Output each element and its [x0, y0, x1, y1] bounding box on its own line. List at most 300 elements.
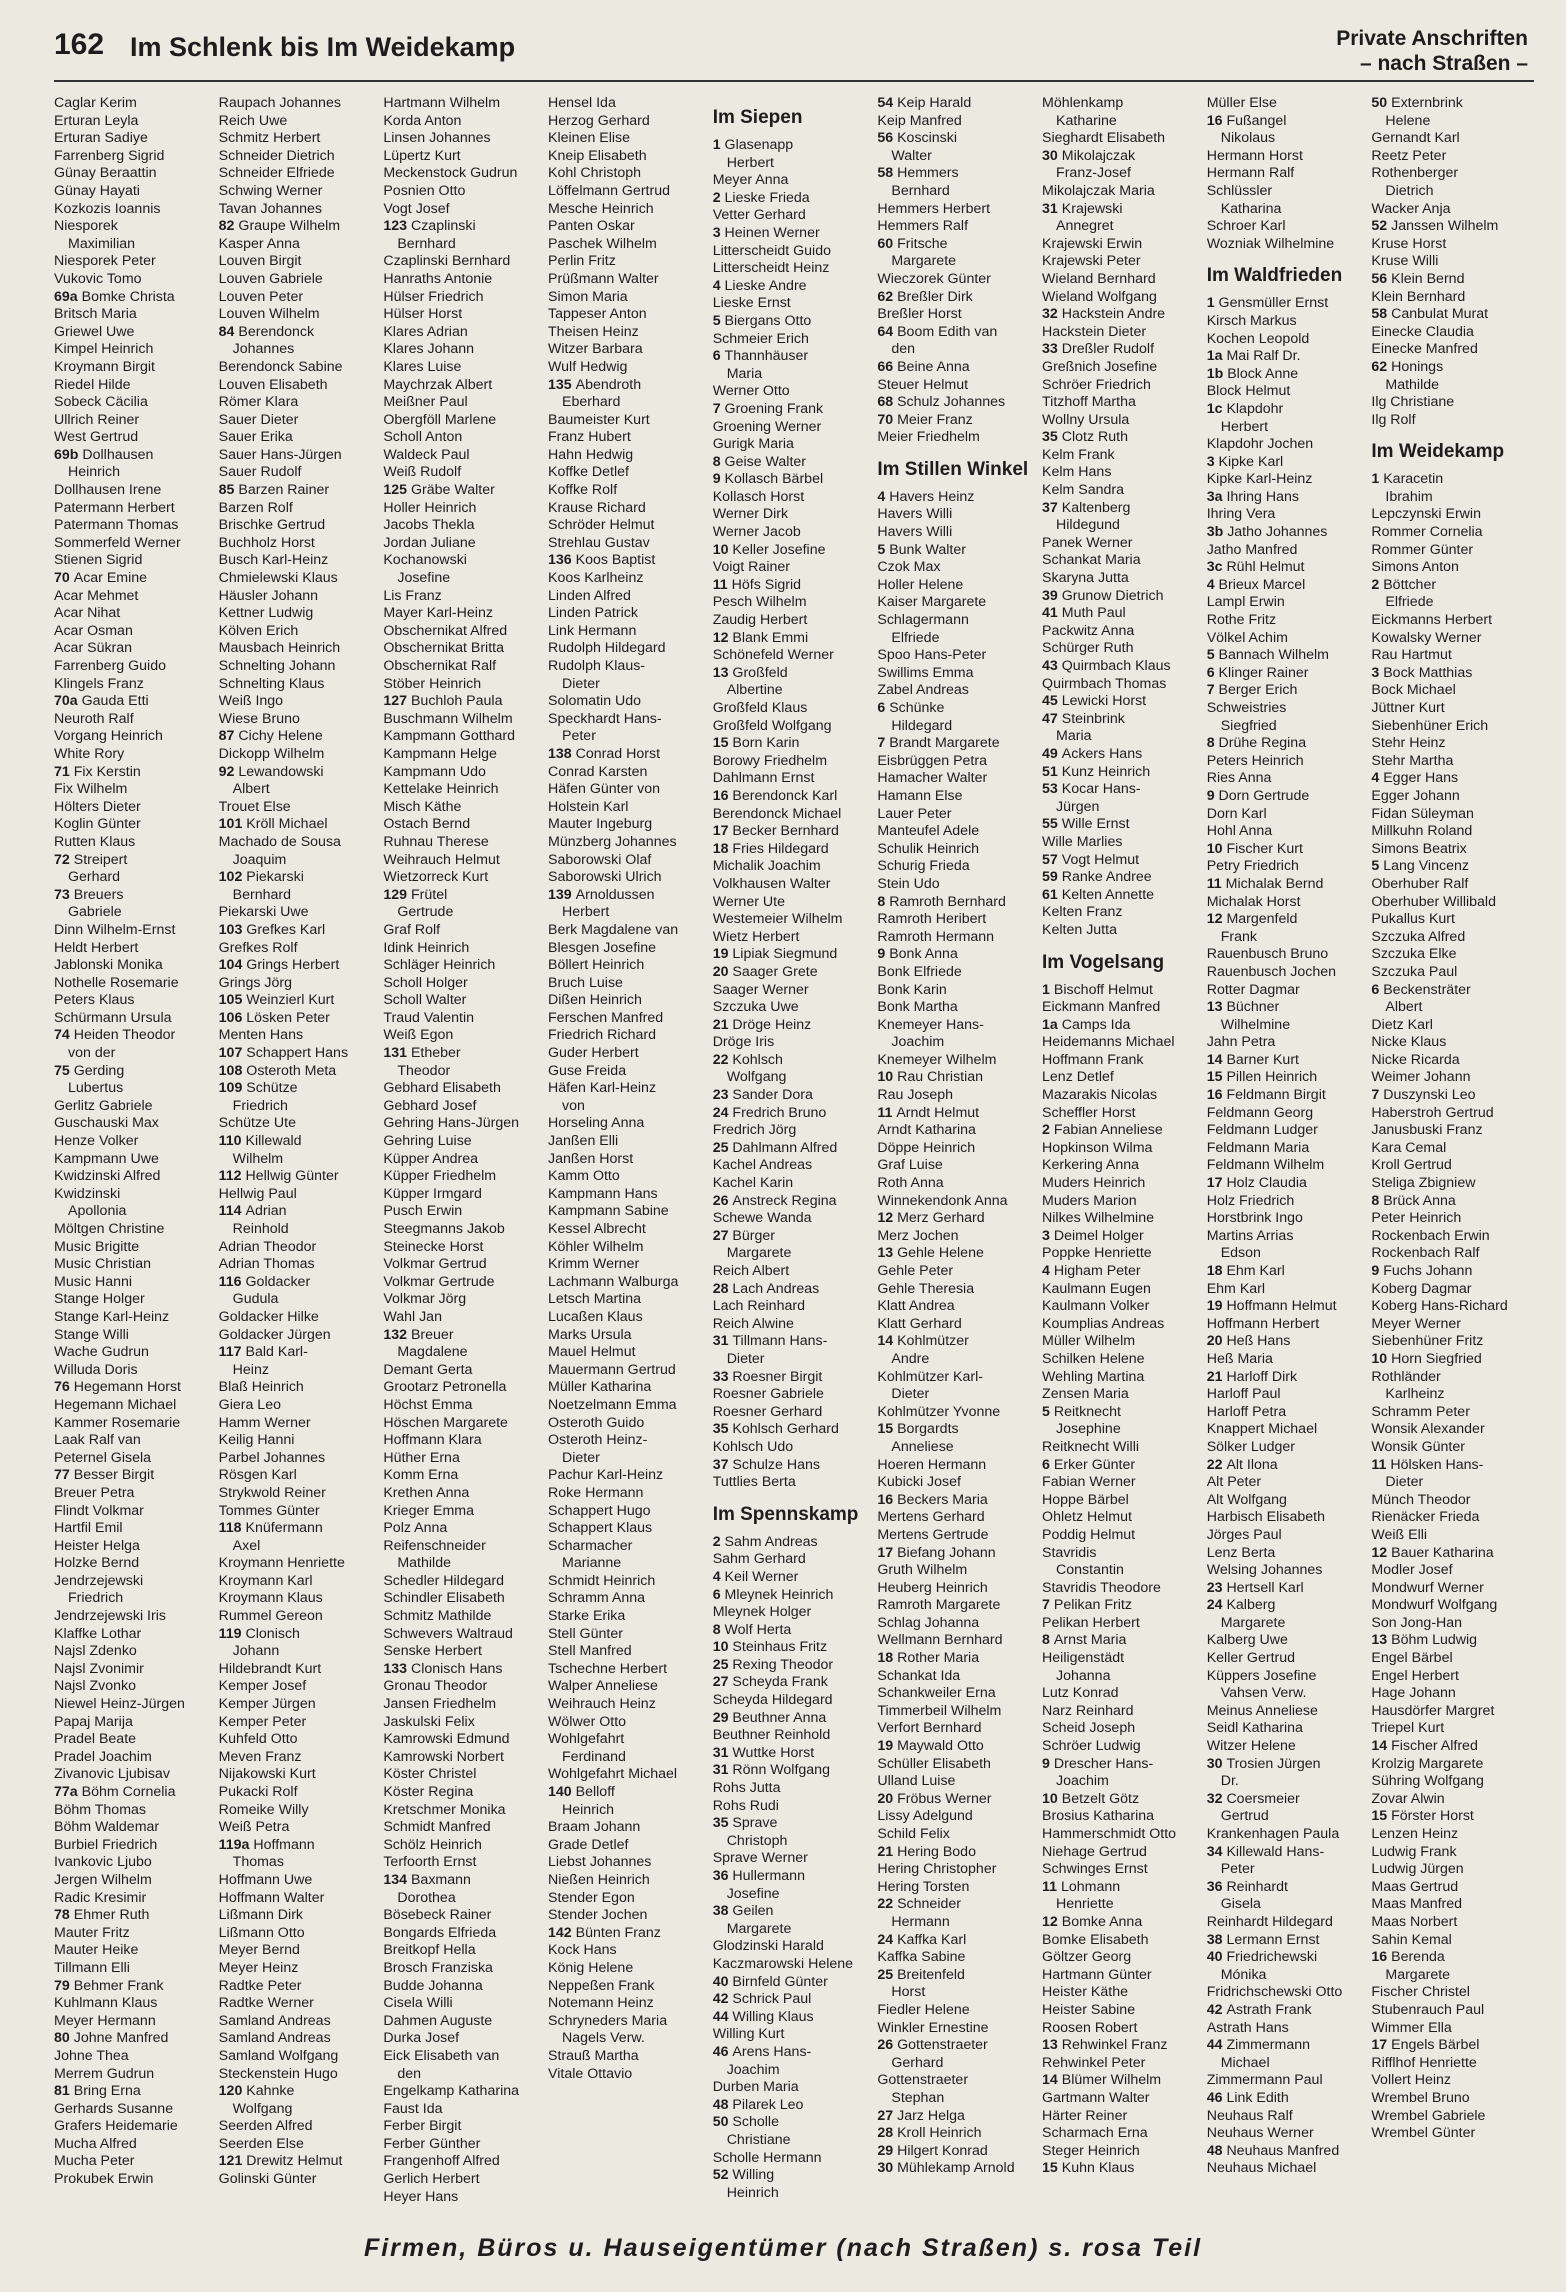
- resident-name: Harloff Dirk: [1226, 1368, 1298, 1385]
- directory-column: [54, 95, 219, 2225]
- resident-entry: Gehle Theresia: [877, 1280, 975, 1297]
- resident-entry: Wonsik Günter: [1371, 1438, 1465, 1455]
- resident-entry: Samland Wolfgang: [218, 2047, 339, 2064]
- house-number: 1b: [1206, 365, 1228, 382]
- resident-entry: [877, 2160, 1038, 2178]
- resident-name: Steinbrink: [1061, 710, 1125, 727]
- resident-entry: Caglar Kerim: [54, 95, 137, 111]
- resident-name: Klein Bernd: [1391, 270, 1465, 287]
- resident-entry: Schurig Frieda: [877, 858, 970, 875]
- resident-entry: Kuhlmann Klaus: [54, 1995, 158, 2012]
- house-number: 64: [877, 323, 898, 340]
- resident-entry-continuation: Johanna: [1056, 1667, 1111, 1684]
- resident-entry: Meyer Hermann: [54, 2012, 156, 2029]
- resident-entry: Krieger Emma: [383, 1502, 475, 1519]
- resident-entry: Schläger Heinrich: [383, 957, 496, 974]
- house-number: 118: [218, 1520, 246, 1537]
- resident-entry: [1042, 201, 1203, 219]
- resident-entry: Tuttlies Berta: [712, 1474, 796, 1491]
- resident-entry: Eickmann Manfred: [1042, 999, 1161, 1016]
- street-heading: Im Waldfrieden: [1206, 265, 1343, 287]
- resident-entry: Wacker Anja: [1371, 200, 1451, 217]
- resident-entry: [713, 630, 874, 648]
- house-number: 127: [383, 693, 411, 710]
- resident-entry: Schlagermann: [877, 612, 969, 629]
- resident-name: Hering Bodo: [897, 1843, 976, 1860]
- resident-entry: [1207, 1087, 1368, 1105]
- house-number: 28: [877, 2125, 898, 2142]
- resident-entry-continuation: Andre: [891, 1350, 930, 1367]
- resident-entry: Tappeser Anton: [548, 306, 647, 323]
- resident-entry: [1042, 306, 1203, 324]
- house-number: 9: [1206, 787, 1219, 804]
- resident-entry: Senske Herbert: [383, 1643, 482, 1660]
- resident-entry: Stienen Sigrid: [54, 552, 143, 569]
- resident-entry: Wohlgefahrt: [548, 1731, 625, 1748]
- house-number: 92: [218, 763, 239, 780]
- resident-entry: Gerlich Herbert: [383, 2171, 480, 2188]
- resident-entry: Kwidzinski: [54, 1185, 121, 1202]
- resident-entry: Beuthner Reinhold: [712, 1727, 831, 1744]
- resident-entry-continuation: von: [562, 1097, 585, 1114]
- resident-entry-continuation: Peter: [562, 728, 596, 745]
- resident-entry-continuation: Constantin: [1056, 1562, 1124, 1579]
- resident-name: Hullermann: [732, 1868, 805, 1884]
- resident-entry: Wiese Bruno: [218, 710, 300, 727]
- house-number: 105: [218, 992, 247, 1009]
- resident-entry: Zimmermann Paul: [1206, 2072, 1323, 2089]
- resident-entry: Michalik Joachim: [712, 858, 821, 875]
- resident-entry: [54, 1063, 215, 1081]
- resident-entry: Braam Johann: [548, 1819, 641, 1836]
- resident-entry: Rauenbusch Jochen: [1206, 963, 1337, 980]
- resident-name: Böhm Ludwig: [1391, 1632, 1478, 1649]
- house-number: 21: [712, 1016, 733, 1033]
- resident-entry: Traud Valentin: [383, 1009, 475, 1026]
- resident-entry: [1371, 1087, 1532, 1105]
- resident-entry: [383, 218, 544, 236]
- resident-name: Karacetin: [1383, 471, 1444, 488]
- resident-name: Maywald Otto: [897, 1738, 984, 1755]
- resident-entry-continuation: Gudula: [232, 1291, 279, 1308]
- resident-entry: Böhm Waldemar: [54, 1819, 160, 1836]
- resident-entry: Golinski Günter: [218, 2171, 317, 2188]
- house-number: 10: [712, 541, 733, 558]
- resident-entry: Jergen Wilhelm: [54, 1871, 152, 1888]
- house-number: 140: [548, 1784, 576, 1800]
- resident-entry: Oberhuber Ralf: [1371, 875, 1469, 892]
- resident-entry: Michalak Horst: [1206, 893, 1301, 910]
- resident-name: Fritsche: [897, 235, 948, 252]
- house-number: 5: [1206, 647, 1219, 664]
- resident-entry: Holstein Karl: [548, 798, 629, 815]
- resident-entry: Stender Egon: [548, 1889, 635, 1906]
- house-number: 1c: [1206, 400, 1227, 417]
- house-number: 62: [1371, 358, 1392, 375]
- resident-name: Wille Ernst: [1061, 816, 1130, 833]
- resident-entry: Ramroth Margarete: [877, 1597, 1001, 1614]
- house-number: 1: [1206, 295, 1219, 312]
- resident-entry: Graf Rolf: [383, 921, 441, 938]
- resident-entry-continuation: Dietrich: [1385, 182, 1434, 199]
- house-number: 70a: [54, 693, 82, 710]
- resident-entry-continuation: Gerhard: [891, 2054, 944, 2071]
- resident-entry-continuation: Anneliese: [891, 1438, 954, 1455]
- resident-entry: Vollert Heinz: [1371, 2072, 1452, 2089]
- house-number: 4: [712, 1568, 725, 1585]
- resident-entry: Mauermann Gertrud: [548, 1361, 676, 1378]
- resident-entry: Parbel Johannes: [218, 1449, 326, 1466]
- resident-entry: Goldacker Jürgen: [218, 1326, 331, 1343]
- resident-name: Berger Erich: [1218, 682, 1298, 699]
- resident-entry: Berendonck Michael: [712, 805, 842, 822]
- resident-name: Cichy Helene: [238, 728, 323, 745]
- resident-entry-continuation: Theodor: [397, 1062, 451, 1079]
- resident-entry: [713, 1228, 874, 1246]
- resident-entry: Schütze Ute: [218, 1115, 296, 1132]
- resident-entry: Münch Theodor: [1371, 1491, 1471, 1508]
- resident-entry: Swillims Emma: [877, 664, 974, 681]
- resident-entry: Koffke Rolf: [548, 482, 618, 499]
- resident-entry: Linden Alfred: [548, 587, 631, 604]
- resident-name: Beckensträter: [1383, 981, 1471, 998]
- resident-entry: Heiligenstädt: [1042, 1650, 1125, 1667]
- resident-name: Wolf Herta: [724, 1621, 792, 1638]
- resident-name: Acar Emine: [73, 570, 148, 587]
- resident-name: Schneider: [897, 1896, 961, 1913]
- resident-name: Frütel: [410, 886, 448, 903]
- resident-entry: Voigt Rainer: [712, 559, 790, 576]
- resident-name: Kelten Annette: [1061, 886, 1155, 903]
- resident-entry: Misch Käthe: [383, 798, 462, 815]
- resident-entry-continuation: Hermann: [891, 1913, 950, 1930]
- resident-entry: Klingels Franz: [54, 675, 144, 692]
- resident-entry: Werner Dirk: [712, 506, 789, 523]
- resident-entry: Korda Anton: [383, 112, 462, 129]
- resident-entry: Volkmar Jörg: [383, 1291, 467, 1308]
- resident-name: Michalak Bernd: [1225, 875, 1324, 892]
- resident-entry: Alt Wolfgang: [1206, 1491, 1287, 1508]
- resident-entry: Knemeyer Wilhelm: [877, 1051, 997, 1068]
- resident-name: Fußangel: [1226, 112, 1287, 129]
- resident-entry: Meyer Heinz: [218, 1959, 299, 1976]
- resident-entry: Idink Heinrich: [383, 939, 470, 956]
- house-number: 3: [1042, 1227, 1054, 1244]
- house-number: 114: [218, 1203, 246, 1220]
- house-number: 109: [218, 1080, 247, 1097]
- resident-entry: Mesche Heinrich: [548, 200, 654, 217]
- resident-entry: Mondwurf Werner: [1371, 1579, 1484, 1596]
- resident-entry: Chmielewski Klaus: [218, 570, 338, 587]
- resident-entry-continuation: Joachim: [1056, 1773, 1109, 1790]
- resident-name: Bünten Franz: [575, 1924, 661, 1941]
- resident-entry: Dahmen Auguste: [383, 2012, 493, 2029]
- resident-entry: [1042, 1228, 1203, 1246]
- resident-entry: [219, 1274, 380, 1292]
- resident-entry: Kroymann Karl: [218, 1572, 313, 1589]
- resident-entry: Köhler Wilhelm: [548, 1238, 644, 1255]
- resident-entry: Mauter Ingeburg: [548, 816, 653, 833]
- resident-entry: Küppers Josefine: [1206, 1667, 1317, 1684]
- house-number: 2: [1371, 576, 1384, 593]
- resident-entry: Hoffmann Herbert: [1206, 1315, 1320, 1332]
- resident-entry: Fischer Christel: [1371, 1984, 1470, 2001]
- resident-entry: Wietzorreck Kurt: [383, 869, 489, 886]
- house-number: 15: [1042, 2160, 1062, 2177]
- resident-entry-continuation: Heinz: [232, 1361, 269, 1378]
- resident-name: Arens Hans-: [732, 2043, 812, 2060]
- house-number: 34: [1206, 1843, 1227, 1860]
- resident-entry: Ferber Günther: [383, 2135, 481, 2152]
- resident-entry: Stavridis Theodore: [1042, 1579, 1161, 1596]
- resident-entry: Hanraths Antonie: [383, 270, 493, 287]
- resident-entry: [1207, 113, 1368, 131]
- resident-entry: [713, 1421, 874, 1439]
- resident-entry: [1207, 348, 1368, 366]
- resident-name: Coersmeier: [1226, 1790, 1300, 1807]
- house-number: 110: [218, 1133, 246, 1150]
- resident-entry: [877, 1069, 1038, 1087]
- resident-name: Schulz Johannes: [897, 394, 1006, 411]
- resident-entry: Horseling Anna: [548, 1115, 645, 1132]
- resident-name: Kohlsch: [732, 1051, 783, 1068]
- house-number: 15: [1206, 1069, 1227, 1086]
- resident-entry: [1042, 1122, 1203, 1140]
- resident-entry: Zabel Andreas: [877, 682, 969, 699]
- resident-entry: Lißmann Dirk: [218, 1907, 304, 1924]
- resident-entry-continuation: Reinhold: [232, 1221, 289, 1237]
- house-number: 13: [1206, 999, 1227, 1016]
- resident-name: Higham Peter: [1053, 1263, 1141, 1279]
- resident-entry: [219, 957, 380, 975]
- resident-entry: Sauer Dieter: [218, 411, 299, 428]
- resident-entry: [1371, 2037, 1532, 2055]
- resident-entry-continuation: Dieter: [562, 1449, 600, 1466]
- resident-entry: [877, 2108, 1038, 2126]
- resident-entry-continuation: Herbert: [562, 904, 610, 921]
- resident-entry: Böhm Thomas: [54, 1801, 146, 1818]
- resident-entry: [713, 1815, 874, 1833]
- resident-entry: [1042, 1263, 1203, 1281]
- resident-entry: [54, 1027, 215, 1045]
- resident-name: Lösken Peter: [246, 1009, 330, 1026]
- house-number: 12: [1371, 1544, 1392, 1561]
- resident-entry: Budde Johanna: [383, 1977, 483, 1994]
- resident-entry: Hopkinson Wilma: [1042, 1139, 1153, 1156]
- resident-name: Ackers Hans: [1061, 745, 1143, 762]
- house-number: 35: [712, 1421, 733, 1438]
- house-number: 21: [1206, 1368, 1227, 1385]
- resident-entry: Schindler Elisabeth: [383, 1590, 505, 1607]
- resident-name: Streipert: [73, 851, 128, 868]
- resident-entry: Grootarz Petronella: [383, 1379, 507, 1396]
- resident-entry: Bruch Luise: [548, 974, 623, 991]
- resident-entry: Witzer Barbara: [548, 341, 643, 358]
- resident-entry: Weimer Johann: [1371, 1069, 1471, 1086]
- resident-entry: [54, 570, 215, 588]
- house-number: 16: [1371, 1949, 1392, 1966]
- resident-entry: Maychrzak Albert: [383, 376, 493, 393]
- resident-entry: Meinus Anneliese: [1206, 1702, 1318, 1719]
- resident-entry: Schölz Heinrich: [383, 1836, 482, 1853]
- house-number: 4: [1042, 1263, 1054, 1279]
- resident-entry: Fredrich Jörg: [712, 1122, 797, 1139]
- resident-entry: Werner Jacob: [712, 524, 801, 541]
- resident-entry: Möhlenkamp: [1042, 95, 1124, 111]
- resident-entry: Heldt Herbert: [54, 939, 139, 956]
- resident-entry: Häusler Johann: [218, 587, 319, 604]
- resident-entry: Kampmann Hans: [548, 1185, 658, 1202]
- resident-name: Ranke Andree: [1061, 869, 1152, 886]
- resident-name: Dreßler Rudolf: [1061, 341, 1155, 358]
- resident-entry: Simons Anton: [1371, 559, 1459, 576]
- house-number: 125: [383, 482, 411, 499]
- house-number: 135: [548, 376, 576, 393]
- house-number: 101: [218, 816, 247, 833]
- resident-entry: Hüther Erna: [383, 1449, 460, 1466]
- resident-entry: Roke Hermann: [548, 1484, 644, 1501]
- resident-name: Drewitz Helmut: [246, 2153, 343, 2170]
- resident-entry: Kasper Anna: [218, 235, 300, 252]
- resident-entry: Hermann Ralf: [1206, 165, 1295, 182]
- resident-entry: Perlin Fritz: [548, 253, 616, 270]
- resident-entry: Hartmann Wilhelm: [383, 95, 501, 111]
- resident-entry: Klares Johann: [383, 341, 475, 358]
- resident-entry: Jatho Manfred: [1206, 541, 1298, 558]
- resident-entry: Wulf Hedwig: [548, 358, 628, 375]
- resident-entry: Kubicki Josef: [877, 1474, 961, 1491]
- resident-entry: Meißner Paul: [383, 394, 468, 411]
- resident-name: Breßler Dirk: [897, 288, 973, 305]
- resident-entry: Volkmar Gertrud: [383, 1256, 487, 1273]
- resident-name: Ehmer Ruth: [73, 1907, 150, 1924]
- resident-entry: Hohl Anna: [1206, 823, 1273, 840]
- resident-entry: Burbiel Friedrich: [54, 1836, 158, 1853]
- resident-entry: Hemmers Ralf: [877, 218, 969, 235]
- house-number: 47: [1042, 710, 1062, 727]
- resident-entry: [713, 1974, 874, 1992]
- resident-entry: Ilg Rolf: [1371, 411, 1416, 428]
- resident-entry: Noetzelmann Emma: [548, 1396, 677, 1413]
- resident-entry: Sprave Werner: [712, 1850, 808, 1867]
- directory-column: [383, 95, 548, 2225]
- resident-entry: Rommer Cornelia: [1371, 524, 1483, 541]
- resident-entry: [54, 693, 215, 711]
- house-number: 51: [1042, 763, 1062, 780]
- resident-name: Kaffka Karl: [897, 1931, 967, 1948]
- resident-entry: Weiß Ingo: [218, 693, 284, 710]
- resident-name: Hoffmann: [253, 1836, 315, 1853]
- resident-entry: Stubenrauch Paul: [1371, 2001, 1485, 2018]
- resident-entry-continuation: Hildegund: [1056, 517, 1120, 534]
- resident-entry: Strykwold Reiner: [218, 1484, 326, 1501]
- resident-entry: Stein Udo: [877, 875, 940, 892]
- house-number: 1: [1042, 981, 1054, 998]
- resident-name: Graupe Wilhelm: [238, 218, 341, 235]
- resident-entry: [1371, 1457, 1532, 1475]
- resident-entry: Machado de Sousa: [218, 833, 341, 850]
- resident-entry: Ludwig Jürgen: [1371, 1861, 1464, 1878]
- house-number: 16: [1206, 112, 1227, 129]
- resident-entry-continuation: von der: [68, 1045, 116, 1062]
- house-number: 3c: [1206, 559, 1227, 576]
- resident-name: Hemmers: [897, 165, 959, 182]
- resident-entry: [54, 1379, 215, 1397]
- house-number: 81: [54, 2083, 74, 2100]
- resident-entry: Tillmann Elli: [54, 1959, 130, 1976]
- resident-entry-continuation: Mónika: [1220, 1966, 1267, 1983]
- resident-name: Lewandowski: [238, 763, 324, 780]
- resident-entry: Schwevers Waltraud: [383, 1625, 513, 1642]
- house-number: 73: [54, 886, 74, 903]
- house-number: 32: [1206, 1790, 1227, 1807]
- resident-entry: Music Hanni: [54, 1273, 133, 1290]
- resident-entry: Greßnich Josefine: [1042, 358, 1158, 375]
- resident-entry: Scholl Walter: [383, 992, 467, 1009]
- resident-entry: Hoeren Hermann: [877, 1456, 987, 1473]
- resident-entry-continuation: Gertrud: [1220, 1808, 1269, 1825]
- resident-entry: [1042, 1017, 1203, 1035]
- resident-entry: Szczuka Alfred: [1371, 928, 1466, 945]
- resident-entry: Weihrauch Heinz: [548, 1696, 656, 1713]
- resident-entry: Pukacki Rolf: [218, 1784, 298, 1800]
- resident-entry: Riedel Hilde: [54, 376, 131, 393]
- resident-name: Schulze Hans: [732, 1456, 820, 1473]
- resident-entry: [1042, 605, 1203, 623]
- resident-name: Bürger: [732, 1227, 776, 1244]
- resident-entry: Solomatin Udo: [548, 693, 642, 710]
- resident-entry: Kuhfeld Otto: [218, 1731, 298, 1748]
- house-number: 33: [712, 1368, 733, 1385]
- street-heading: Im Weidekamp: [1371, 441, 1505, 463]
- resident-entry: Ries Anna: [1206, 770, 1272, 787]
- resident-entry: Kerkering Anna: [1042, 1157, 1140, 1174]
- resident-name: Merz Gerhard: [897, 1210, 985, 1227]
- house-number: 103: [218, 921, 247, 938]
- resident-entry: Giera Leo: [218, 1396, 281, 1413]
- house-number: 119: [218, 1625, 246, 1642]
- resident-entry: Scholl Anton: [383, 429, 463, 446]
- resident-entry: Engel Bärbel: [1371, 1650, 1453, 1667]
- resident-entry: Triepel Kurt: [1371, 1720, 1445, 1737]
- resident-entry: [1207, 1844, 1368, 1862]
- resident-entry: Kelm Frank: [1042, 446, 1115, 463]
- resident-entry-continuation: Herbert: [726, 154, 774, 171]
- resident-entry: [1207, 841, 1368, 859]
- house-number: 14: [1042, 2072, 1062, 2089]
- resident-name: Förster Horst: [1391, 1808, 1474, 1825]
- house-number: 134: [383, 1871, 411, 1888]
- resident-entry-continuation: Siegfried: [1220, 717, 1277, 734]
- resident-name: Hertsell Karl: [1226, 1579, 1304, 1596]
- resident-entry: Skaryna Jutta: [1042, 570, 1129, 587]
- house-number: 20: [1206, 1333, 1227, 1350]
- resident-entry: Reetz Peter: [1371, 147, 1447, 164]
- directory-column: [1207, 95, 1372, 2225]
- resident-entry: [877, 2037, 1038, 2055]
- house-number: 5: [1371, 858, 1384, 875]
- resident-entry: Jacobs Thekla: [383, 517, 475, 534]
- resident-entry: Berk Magdalene van: [548, 921, 679, 938]
- house-number: 44: [712, 2008, 733, 2025]
- resident-entry: [877, 95, 1038, 113]
- resident-entry-continuation: Horst: [891, 1984, 926, 2001]
- resident-name: Bunk Walter: [889, 541, 966, 558]
- resident-entry: Schröer Friedrich: [1042, 376, 1151, 393]
- resident-entry: Titzhoff Martha: [1042, 394, 1136, 411]
- resident-entry: Zaudig Herbert: [712, 612, 808, 629]
- resident-entry: [713, 542, 874, 560]
